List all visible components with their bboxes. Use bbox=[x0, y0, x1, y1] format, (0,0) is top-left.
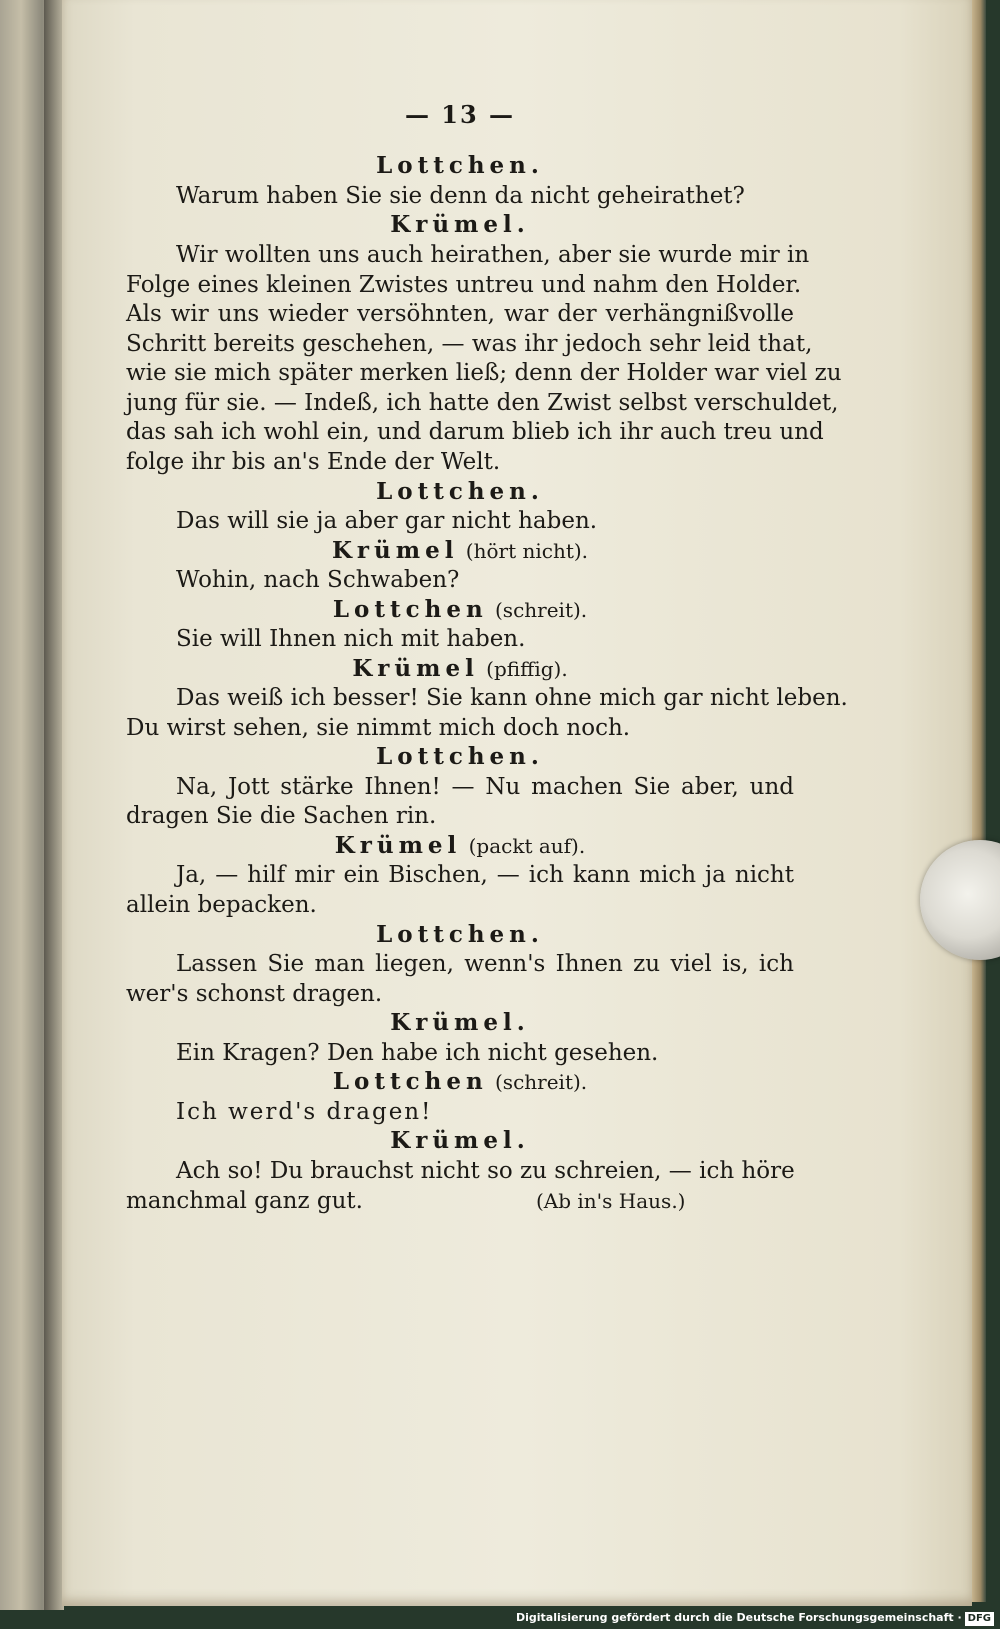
stage-direction: (pfiffig). bbox=[486, 657, 568, 681]
speaker-kruemel: Krümel. bbox=[390, 211, 530, 238]
speaker-lottchen: Lottchen. bbox=[376, 921, 544, 948]
stage-direction: (schreit). bbox=[495, 1070, 588, 1094]
speaker-lottchen: Lottchen. bbox=[376, 743, 544, 770]
stage-direction: (hört nicht). bbox=[465, 539, 589, 563]
speaker-kruemel: Krümel bbox=[334, 832, 462, 859]
dialogue-line: Ein Kragen? Den habe ich nicht gesehen. bbox=[176, 1040, 659, 1066]
spine-shadow bbox=[44, 0, 64, 1610]
dfg-logo: DFG bbox=[965, 1612, 994, 1626]
dialogue-line: Folge eines kleinen Zwistes untreu und nahm den Holder. bbox=[126, 272, 802, 298]
dialogue-line: Lassen Sie man liegen, wenn's Ihnen zu viel is, ich bbox=[176, 951, 794, 977]
speaker-with-direction bbox=[126, 654, 794, 684]
dialogue-line: das sah ich wohl ein, und darum blieb ich ihr auch treu und bbox=[126, 419, 824, 445]
dialogue-text: manchmal ganz gut. bbox=[126, 1188, 363, 1214]
dialogue-line: wie sie mich später merken ließ; denn der Holder war viel zu bbox=[126, 360, 842, 386]
page-edge bbox=[972, 0, 986, 1602]
dialogue-line: Sie will Ihnen nich mit haben. bbox=[176, 626, 526, 652]
stage-direction: (Ab in's Haus.) bbox=[536, 1189, 686, 1213]
speaker-kruemel: Krümel bbox=[352, 655, 479, 682]
dialogue-line: Ich werd's dragen! bbox=[176, 1099, 433, 1125]
speaker-kruemel: Krümel bbox=[331, 537, 459, 564]
dialogue-line: jung für sie. — Indeß, ich hatte den Zwist selbst verschuldet, bbox=[126, 390, 839, 416]
credit-text: Digitalisierung gefördert durch die Deutsche Forschungsgemeinschaft · bbox=[515, 1611, 962, 1624]
dialogue-line: wer's schonst dragen. bbox=[126, 981, 383, 1007]
speaker-lottchen: Lottchen. bbox=[376, 478, 544, 505]
stage-direction: (packt auf). bbox=[468, 834, 586, 858]
speaker-kruemel: Krümel. bbox=[390, 1009, 530, 1036]
funding-credit bbox=[516, 1608, 994, 1628]
speaker-lottchen: Lottchen bbox=[332, 1068, 488, 1095]
speaker-with-direction bbox=[126, 595, 794, 625]
dialogue-line: Du wirst sehen, sie nimmt mich doch noch. bbox=[126, 715, 631, 741]
speaker-with-direction bbox=[126, 831, 794, 861]
dialogue-line: Als wir uns wieder versöhnten, war der verhängnißvolle bbox=[126, 301, 794, 327]
dialogue-line: Wohin, nach Schwaben? bbox=[176, 567, 460, 593]
dialogue-line: Ach so! Du brauchst nicht so zu schreien, — ich höre bbox=[176, 1158, 795, 1184]
dialogue-line: Warum haben Sie sie denn da nicht geheirathet? bbox=[176, 183, 745, 209]
speaker-kruemel: Krümel. bbox=[390, 1127, 530, 1154]
dialogue-line: Das will sie ja aber gar nicht haben. bbox=[176, 508, 598, 534]
dialogue-line: Na, Jott stärke Ihnen! — Nu machen Sie aber, und bbox=[176, 774, 794, 800]
dialogue-line: Wir wollten uns auch heirathen, aber sie wurde mir in bbox=[176, 242, 810, 268]
dialogue-line: Schritt bereits geschehen, — was ihr jedoch sehr leid that, bbox=[126, 331, 813, 357]
speaker-with-direction bbox=[126, 1067, 794, 1097]
dialogue-line: Das weiß ich besser! Sie kann ohne mich gar nicht leben. bbox=[176, 685, 848, 711]
dialogue-line: folge ihr bis an's Ende der Welt. bbox=[126, 449, 501, 475]
dialogue-line: Ja, — hilf mir ein Bischen, — ich kann mich ja nicht bbox=[176, 862, 794, 888]
stage-direction: (schreit). bbox=[495, 598, 588, 622]
speaker-lottchen: Lottchen bbox=[332, 596, 488, 623]
page-number: — 13 — bbox=[404, 100, 516, 129]
speaker-lottchen: Lottchen. bbox=[376, 152, 544, 179]
dialogue-line: dragen Sie die Sachen rin. bbox=[126, 803, 437, 829]
dialogue-line: allein bepacken. bbox=[126, 892, 317, 918]
dialogue-line bbox=[126, 1186, 686, 1216]
speaker-with-direction bbox=[126, 536, 794, 566]
